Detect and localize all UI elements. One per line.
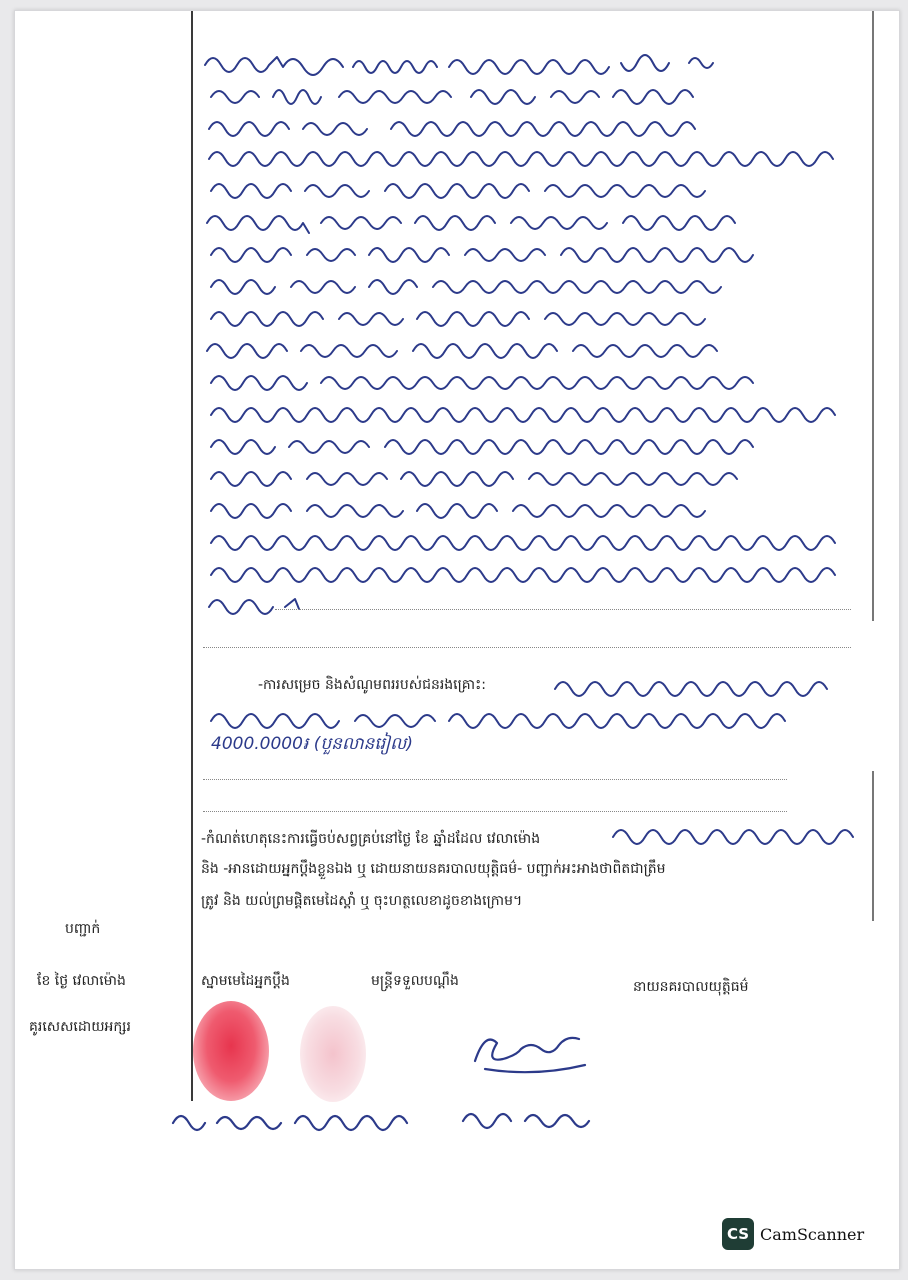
officer-label: មន្ត្រីទទួលបណ្តឹង xyxy=(371,973,459,989)
left-note-confirm: បញ្ជាក់ xyxy=(65,921,101,937)
handwritten-line xyxy=(15,807,899,863)
police-officer-label: នាយនគរបាលយុត្តិធម៌ xyxy=(633,979,749,995)
camscanner-brand: CamScanner xyxy=(760,1224,865,1244)
closing-line-1: -កំណត់ហេតុនេះការធ្វើចប់សព្វគ្រប់នៅថ្ងៃ ខែ ឆ្នាំដដែល វេលាម៉ោង xyxy=(201,831,541,847)
left-note-write: គូរសេសដោយអក្សរ xyxy=(29,1019,131,1035)
faint-thumbprint xyxy=(300,1006,366,1102)
handwritten-line xyxy=(15,691,899,747)
dotted-line xyxy=(275,609,851,610)
closing-line-3: ត្រូវ និង យល់ព្រមផ្តិតមេដៃស្តាំ ឬ ចុះហត្ថលេខាដូចខាងក្រោម។ xyxy=(201,893,523,909)
handwritten-line xyxy=(15,577,899,633)
camscanner-logo-icon: CS xyxy=(722,1218,754,1250)
camscanner-watermark xyxy=(722,1218,864,1250)
red-thumbprint xyxy=(193,1001,269,1101)
officer-signature xyxy=(455,1021,605,1081)
complainant-name-handwritten xyxy=(165,1101,445,1145)
decision-label: -ការសម្រេច និងសំណូមពររបស់ជនរងគ្រោះ: xyxy=(258,677,486,693)
decision-amount: 4000.0000៛ (បួនលានរៀល) xyxy=(211,734,413,754)
dotted-line xyxy=(203,779,787,780)
left-note-date: ខែ ថ្ងៃ វេលាម៉ោង xyxy=(37,973,126,989)
thumbprint-label: ស្នាមមេដៃអ្នកប្តឹង xyxy=(201,973,290,989)
officer-name-handwritten xyxy=(455,1099,615,1143)
document-page xyxy=(14,10,900,1270)
closing-line-2: និង -អានដោយអ្នកប្តឹងខ្លួនឯង ឬ ដោយនាយនគរបាលយុត្តិធម៌- បញ្ជាក់អះអាងថាពិតជាត្រឹម xyxy=(201,861,666,877)
dotted-line xyxy=(203,647,851,648)
